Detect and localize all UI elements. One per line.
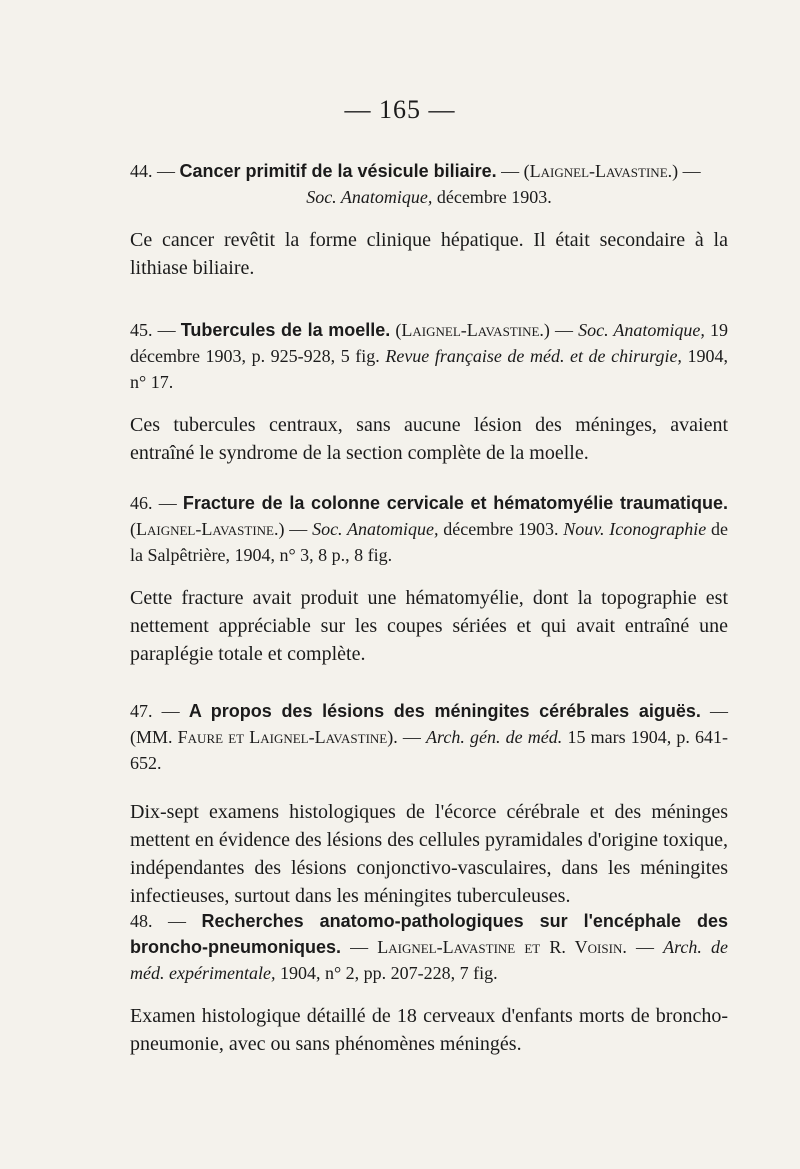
entry-source-2: Revue française de méd. et de chirurgie, [385, 346, 682, 366]
separator: — [710, 701, 729, 721]
entry-source: Soc. Anatomique, [306, 187, 433, 207]
entry-reference: 19 décembre 1903, p. 925-928, 5 fig. [130, 320, 728, 366]
entry-title: Recherches anatomo-pathologiques sur l'encéphale des broncho-pneumoniques. [130, 911, 728, 957]
entry-abstract: Ce cancer revêtit la forme clinique hépatique. Il était secondaire à la lithiase biliaire. [130, 229, 728, 279]
entry-source-2: Nouv. Iconographie [563, 519, 707, 539]
page-number: — 165 — [344, 95, 456, 124]
separator: — [555, 320, 574, 340]
entry-authors: (Laignel-Lavastine.) [395, 320, 550, 340]
entry-source: Arch. gén. de méd. [426, 727, 563, 747]
entry-reference: décembre 1903. [443, 519, 559, 539]
entry-title: Tubercules de la moelle. [180, 320, 391, 340]
entry-46 [130, 490, 728, 668]
entry-source-line [130, 184, 728, 210]
entry-heading [130, 317, 728, 395]
entry-reference: 15 mars 1904, p. 641-652. [130, 727, 729, 773]
separator: — [289, 519, 308, 539]
entry-45 [130, 317, 728, 467]
entry-reference-2: 1904, n° 17. [130, 346, 728, 392]
entry-reference-2: de la Salpêtrière, 1904, n° 3, 8 p., 8 fig. [130, 519, 728, 565]
entry-number: 48. — [130, 911, 187, 931]
entry-heading [130, 490, 728, 568]
entry-authors: (Laignel-Lavastine.) [130, 519, 285, 539]
entry-source: Arch. de méd. expérimentale, [130, 937, 729, 983]
separator: — [402, 727, 421, 747]
entry-reference: 1904, n° 2, pp. 207-228, 7 fig. [279, 963, 498, 983]
entry-44 [130, 158, 728, 282]
entry-source: Soc. Anatomique, [312, 519, 439, 539]
entry-heading [130, 698, 728, 776]
entry-abstract: Dix-sept examens histologiques de l'écorce cérébrale et des méninges mettent en évidence des lésions des cellules pyramidales d'origine toxique, indépendantes des lésions conjonctivo-vasculaires, dans les méningites infectieuses, surtout dans les méningites tuberculeuses. [130, 801, 728, 907]
entry-number: 44. — [130, 161, 175, 181]
entry-authors: (MM. Faure et Laignel-Lavastine). [130, 727, 398, 747]
entry-title: A propos des lésions des méningites cérébrales aiguës. [188, 701, 701, 721]
entry-authors: — Laignel-Lavastine et R. Voisin. [350, 937, 627, 957]
entry-heading [130, 908, 728, 986]
entry-title: Cancer primitif de la vésicule biliaire. [179, 161, 497, 181]
entry-48 [130, 908, 728, 1058]
entry-title: Fracture de la colonne cervicale et hématomyélie traumatique. [182, 493, 729, 513]
separator: — [635, 937, 654, 957]
separator: — [682, 161, 701, 181]
entry-number: 46. — [130, 493, 177, 513]
separator: — [501, 161, 520, 181]
entry-source: Soc. Anatomique, [578, 320, 705, 340]
entry-abstract: Cette fracture avait produit une hématomyélie, dont la topographie est nettement appréciable sur les coupes sériées et qui avait entraîné une paraplégie totale et complète. [130, 587, 728, 665]
entry-number: 47. — [130, 701, 180, 721]
entry-abstract: Examen histologique détaillé de 18 cerveaux d'enfants morts de broncho-pneumonie, avec ou sans phénomènes méningés. [130, 1005, 728, 1055]
entry-authors: (Laignel-Lavastine.) [523, 161, 679, 181]
entry-47 [130, 698, 728, 910]
entry-abstract: Ces tubercules centraux, sans aucune lésion des méninges, avaient entraîné le syndrome de la section complète de la moelle. [130, 414, 728, 464]
entry-date: décembre 1903. [436, 187, 552, 207]
entry-number: 45. — [130, 320, 176, 340]
entry-heading [130, 158, 728, 184]
